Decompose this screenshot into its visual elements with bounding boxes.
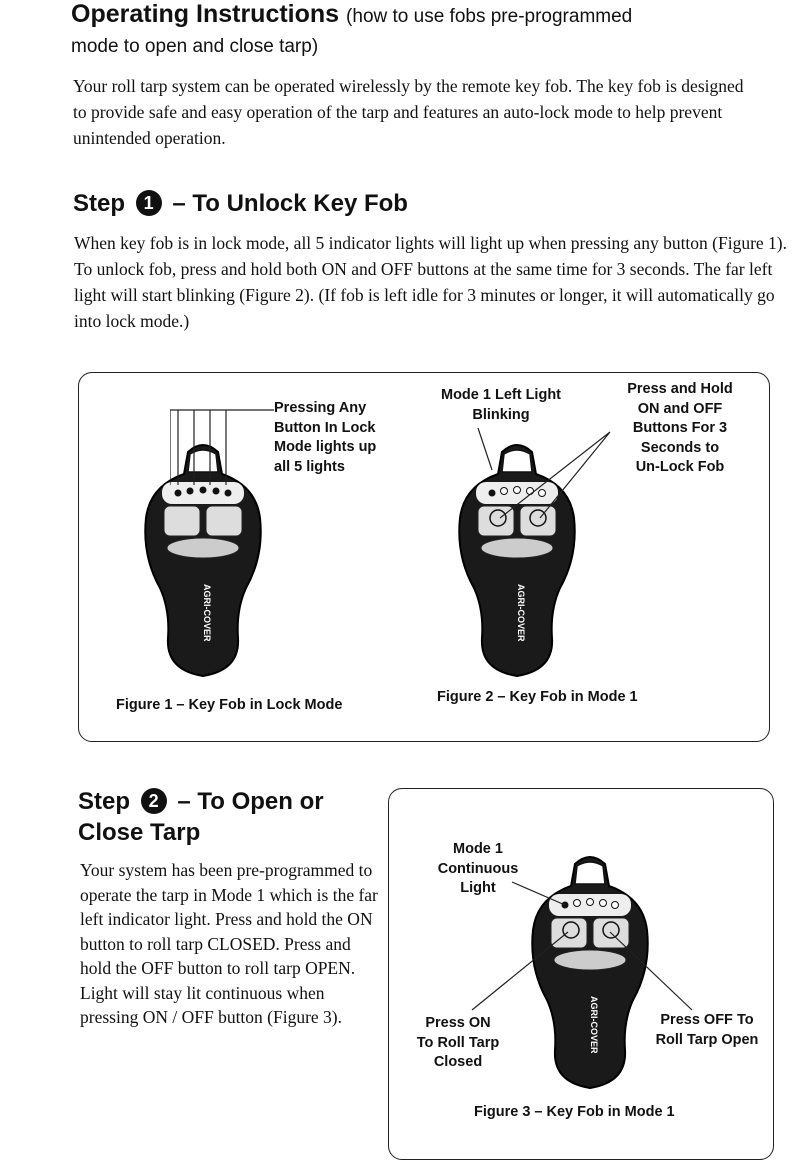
- step2-heading: [78, 786, 324, 848]
- figure-1-caption: Figure 1 – Key Fob in Lock Mode: [116, 697, 343, 713]
- figure-2-callout-right: Press and Hold ON and OFF Buttons For 3 Seconds to Un-Lock Fob: [627, 381, 733, 475]
- step1-paragraph: When key fob is in lock mode, all 5 indicator lights will light up when pressing any button (Figure 1). To unlock fob, press and hold both ON and OFF buttons at the same time for 3 seconds. The far left light will start blinking (Figure 2). (If fob is left idle for 3 minutes or longer, it will automatically go into lock mode.): [74, 233, 788, 331]
- figure-3-caption: Figure 3 – Key Fob in Mode 1: [474, 1104, 675, 1120]
- figure-3-callout-left: Press ON To Roll Tarp Closed: [416, 1015, 500, 1070]
- step1-heading: [73, 190, 408, 218]
- title-subtitle-1: (how to use fobs pre-programmed: [346, 6, 633, 27]
- figure-1-callout-lines: [170, 400, 280, 490]
- figure-1-callout: Pressing Any Button In Lock Mode lights up all 5 lights: [274, 400, 377, 475]
- step1-number-badge: 1: [136, 190, 162, 216]
- title-subtitle-2: mode to open and close tarp): [71, 36, 319, 57]
- step2-title-line2: Close Tarp: [78, 819, 201, 846]
- page-title: [71, 0, 632, 29]
- figure-3-callout-top: Mode 1 Continuous Light: [437, 841, 519, 896]
- figure-3-callout-right: Press OFF To Roll Tarp Open: [655, 1012, 759, 1048]
- step2-label: Step: [78, 788, 131, 815]
- step2-title-line1: – To Open or: [177, 788, 324, 815]
- fob-brand-text: AGRI-COVER: [589, 996, 599, 1054]
- step2-paragraph: Your system has been pre-programmed to operate the tarp in Mode 1 which is the far left indicator light. Press and hold the ON button to roll tarp CLOSED. Press and hold the OFF button to roll tarp OPEN. Light will stay lit continuous when pressing ON / OFF button (Figure 3).: [80, 860, 378, 1027]
- figure-2-callout-left: Mode 1 Left Light Blinking: [440, 387, 561, 423]
- figure-2-callout-lines: [470, 420, 630, 530]
- step1-title: – To Unlock Key Fob: [172, 190, 408, 217]
- fob-brand-text: AGRI-COVER: [202, 584, 212, 642]
- title-main: Operating Instructions: [71, 0, 340, 28]
- fob-brand-text: AGRI-COVER: [516, 584, 526, 642]
- figure-2-caption: Figure 2 – Key Fob in Mode 1: [437, 689, 638, 705]
- step1-label: Step: [73, 190, 126, 217]
- intro-paragraph: Your roll tarp system can be operated wirelessly by the remote key fob. The key fob is designed to provide safe and easy operation of the tarp and features an auto-lock mode to help prevent unintended operation.: [73, 76, 744, 148]
- step2-number-badge: 2: [141, 788, 167, 814]
